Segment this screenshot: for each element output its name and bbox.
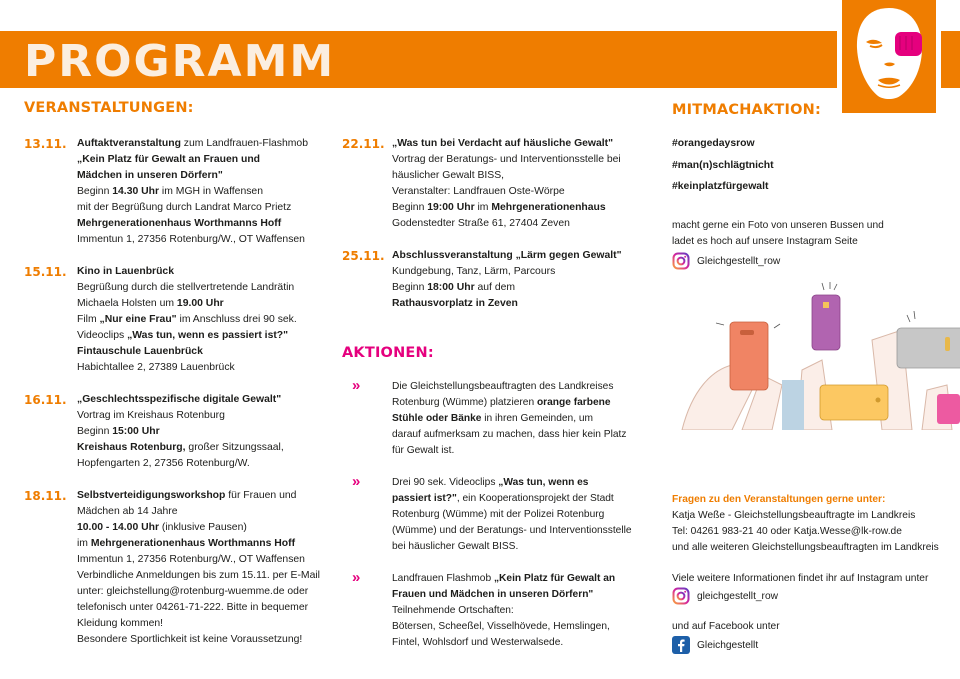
text: Vortrag im Kreishaus Rotenburg (77, 410, 225, 421)
text: für Frauen und (225, 490, 297, 501)
bold-text: Mehrgenerationenhaus (491, 202, 606, 213)
text-line (392, 443, 652, 459)
text-line (77, 296, 337, 312)
text: Fintel, Wohlsdorf und Westerwalsede. (392, 637, 564, 648)
kontakt-line-2: Tel: 04261 983-21 40 oder Katja.Wesse@lk-row.de (672, 526, 902, 537)
text: für Gewalt ist. (392, 445, 455, 456)
text-line (392, 168, 652, 184)
text-line (392, 296, 652, 312)
veranstaltungen-heading: VERANSTALTUNGEN: (24, 100, 194, 116)
text: Michaela Holsten um (77, 298, 177, 309)
text-line (77, 264, 337, 280)
kontakt-line-1: Katja Weße - Gleichstellungsbeauftragte im Landkreis (672, 510, 916, 521)
bold-text: Fintauschule Lauenbrück (77, 346, 203, 357)
text-line (77, 632, 337, 648)
text: Godenstedter Straße 61, 27404 Zeven (392, 218, 570, 229)
text: Film (77, 314, 100, 325)
text: bei häuslicher Gewalt BISS. (392, 541, 519, 552)
text: Immentun 1, 27356 Rotenburg/W., OT Waffensen (77, 234, 305, 245)
text-line (392, 216, 652, 232)
bold-text: „Geschlechtsspezifische digitale Gewalt" (77, 394, 282, 405)
double-chevron-icon: » (352, 569, 358, 586)
event-date: 18.11. (24, 489, 67, 503)
bold-text: „Kein Platz für Gewalt an Frauen und (77, 154, 261, 165)
text-line (77, 440, 337, 456)
text-line (77, 312, 337, 328)
text: im Anschluss drei 90 sek. (176, 314, 297, 325)
double-chevron-icon: » (352, 377, 358, 394)
text-line (392, 184, 652, 200)
text: Beginn (77, 426, 113, 437)
text-line (77, 552, 337, 568)
text-line (77, 136, 337, 152)
bold-text: „Was tun bei Verdacht auf häusliche Gewalt" (392, 138, 614, 149)
text-line (392, 136, 652, 152)
text-line (77, 488, 337, 504)
text: Rotenburg (Wümme) mit der Polizei Rotenburg (392, 509, 605, 520)
aktionen-heading: AKTIONEN: (342, 345, 434, 361)
text-line (392, 264, 652, 280)
text: Drei 90 sek. Videoclips (392, 477, 499, 488)
text-line (77, 328, 337, 344)
hashtag: #keinplatzfürgewalt (672, 181, 769, 192)
kontakt-heading: Fragen zu den Veranstaltungen gerne unter: (672, 494, 886, 505)
text-line (77, 568, 337, 584)
text-line (392, 427, 652, 443)
text: Vortrag der Beratungs- und Interventionsstelle bei (392, 154, 621, 165)
face-fist-icon (842, 0, 936, 113)
grey-phone (897, 328, 960, 368)
event-date: 15.11. (24, 265, 67, 279)
text-line (392, 491, 652, 507)
text: Die Gleichstellungsbeauftragten des Landkreises (392, 381, 614, 392)
text-line (77, 184, 337, 200)
hashtag: #orangedaysrow (672, 138, 755, 149)
text: Verbindliche Anmeldungen bis zum 15.11. per E-Mail (77, 570, 320, 581)
text-line (77, 152, 337, 168)
event-date: 16.11. (24, 393, 67, 407)
hashtag: #man(n)schlägtnicht (672, 160, 774, 171)
text: Besondere Sportlichkeit ist keine Voraussetzung! (77, 634, 303, 645)
text-line (77, 616, 337, 632)
instagram-icon (672, 587, 690, 605)
text-line (77, 424, 337, 440)
event-body (77, 488, 337, 648)
text: Mädchen ab 14 Jahre (77, 506, 178, 517)
bold-text: Selbstverteidigungsworkshop (77, 490, 226, 501)
text-line (392, 200, 652, 216)
event-date: 25.11. (342, 249, 385, 263)
mitmach-text-2: ladet es hoch auf unsere Instagram Seite (672, 236, 858, 247)
text-line (392, 395, 652, 411)
text-line (77, 216, 337, 232)
text: , ein Kooperationsprojekt der Stadt (456, 493, 614, 504)
campaign-logo (837, 0, 941, 113)
aktion-body (392, 571, 652, 651)
aktion-body (392, 379, 652, 459)
event-date: 22.11. (342, 137, 385, 151)
event-body (77, 136, 337, 248)
bold-text: „Kein Platz für Gewalt an (493, 573, 616, 584)
text: unter: gleichstellung@rotenburg-wuemme.de oder (77, 586, 309, 597)
text: Hopfengarten 2, 27356 Rotenburg/W. (77, 458, 250, 469)
bold-text: 19.00 Uhr (176, 298, 224, 309)
text: mit der Begrüßung durch Landrat Marco Prietz (77, 202, 292, 213)
text-line (77, 232, 337, 248)
text: im (474, 202, 492, 213)
text: häuslicher Gewalt BISS, (392, 170, 505, 181)
text-line (77, 168, 337, 184)
text: auf dem (474, 282, 516, 293)
bold-text: Frauen und Mädchen in unseren Dörfern" (392, 589, 594, 600)
aktion-body (392, 475, 652, 555)
text-line (392, 507, 652, 523)
text: Rotenburg (Wümme) platzieren (392, 397, 537, 408)
text-line (392, 571, 652, 587)
text-line (77, 344, 337, 360)
event-body (77, 392, 337, 472)
text: Begrüßung durch die stellvertretende Landrätin (77, 282, 295, 293)
facebook-icon (672, 636, 690, 654)
double-chevron-icon: » (352, 473, 358, 490)
event-body (392, 248, 652, 312)
bold-text: 14.30 Uhr (112, 186, 160, 197)
bold-text: Kino in Lauenbrück (77, 266, 174, 277)
facebook-intro: und auf Facebook unter (672, 621, 780, 632)
text: Bötersen, Scheeßel, Visselhövede, Hemslingen, (392, 621, 610, 632)
event-body (392, 136, 652, 232)
event-date: 13.11. (24, 137, 67, 151)
text: Immentun 1, 27356 Rotenburg/W., OT Waffensen (77, 554, 305, 565)
facebook-link[interactable] (672, 636, 758, 654)
instagram-handle[interactable]: Gleichgestellt_row (697, 255, 781, 267)
mitmachaktion-heading: MITMACHAKTION: (672, 102, 821, 118)
text-line (392, 152, 652, 168)
text-line (392, 523, 652, 539)
text-line (77, 200, 337, 216)
bold-text: Kreishaus Rotenburg, (77, 442, 186, 453)
bold-text: 10.00 - 14.00 Uhr (77, 522, 160, 533)
instagram-link-2[interactable] (672, 587, 778, 605)
text: Veranstalter: Landfrauen Oste-Wörpe (392, 186, 565, 197)
text-line (77, 536, 337, 552)
text-line (392, 539, 652, 555)
bold-text: „Was tun, wenn es (498, 477, 589, 488)
bold-text: orange farbene (536, 397, 611, 408)
text: im MGH in Waffensen (159, 186, 263, 197)
text: Landfrauen Flashmob (392, 573, 494, 584)
text-line (392, 411, 652, 427)
text-line (392, 379, 652, 395)
text: in ihren Gemeinden, um (481, 413, 594, 424)
bold-text: Abschlussveranstaltung „Lärm gegen Gewalt" (392, 250, 622, 261)
bold-text: 15:00 Uhr (112, 426, 160, 437)
text-line (392, 635, 652, 651)
bold-text: Mehrgenerationenhaus Worthmanns Hoff (90, 538, 296, 549)
text-line (392, 248, 652, 264)
bold-text: Stühle oder Bänke (392, 413, 482, 424)
instagram-link[interactable] (672, 252, 780, 270)
event-body (77, 264, 337, 376)
bold-text: „Nur eine Frau" (99, 314, 177, 325)
text: darauf aufmerksam zu machen, dass hier kein Platz (392, 429, 627, 440)
text-line (77, 280, 337, 296)
text: Kundgebung, Tanz, Lärm, Parcours (392, 266, 556, 277)
text-line (392, 619, 652, 635)
instagram-handle[interactable]: gleichgestellt_row (697, 590, 778, 602)
bold-text: passiert ist?" (392, 493, 457, 504)
kontakt-line-3: und alle weiteren Gleichstellungsbeauftragten im Landkreis (672, 542, 939, 553)
bold-text: Rathausvorplatz in Zeven (392, 298, 518, 309)
text-line (77, 520, 337, 536)
text-line (392, 475, 652, 491)
yellow-phone (820, 385, 888, 420)
instagram-intro: Viele weitere Informationen findet ihr auf Instagram unter (672, 573, 929, 584)
text-line (392, 603, 652, 619)
phones-illustration (672, 280, 960, 430)
bold-text: Mehrgenerationenhaus Worthmanns Hoff (77, 218, 282, 229)
bold-text: 18:00 Uhr (427, 282, 475, 293)
mitmach-text-1: macht gerne ein Foto von unseren Bussen und (672, 220, 884, 231)
facebook-name[interactable]: Gleichgestellt (697, 639, 759, 651)
text: Beginn (77, 186, 113, 197)
text: (Wümme) und der Beratungs- und Interventionsstelle (392, 525, 632, 536)
text: Kleidung kommen! (77, 618, 164, 629)
bold-text: „Was tun, wenn es passiert ist?" (127, 330, 289, 341)
text: Videoclips (77, 330, 128, 341)
text-line (77, 408, 337, 424)
bold-text: 19:00 Uhr (427, 202, 475, 213)
text-line (77, 504, 337, 520)
text-line (77, 584, 337, 600)
text: Habichtallee 2, 27389 Lauenbrück (77, 362, 235, 373)
instagram-icon (672, 252, 690, 270)
text-line (77, 360, 337, 376)
text-line (392, 280, 652, 296)
bold-text: Mädchen in unseren Dörfern" (77, 170, 223, 181)
text: Beginn (392, 282, 428, 293)
text-line (77, 392, 337, 408)
text-line (392, 587, 652, 603)
pink-phone (937, 394, 960, 424)
text: großer Sitzungssaal, (185, 442, 284, 453)
page-title: PROGRAMM (24, 36, 336, 87)
text: telefonisch unter 04261-71-222. Bitte in bequemer (77, 602, 309, 613)
text-line (77, 600, 337, 616)
text: Teilnehmende Ortschaften: (392, 605, 514, 616)
text: Beginn (392, 202, 428, 213)
text-line (77, 456, 337, 472)
text: im (77, 538, 91, 549)
text: (inklusive Pausen) (159, 522, 247, 533)
bold-text: Auftaktveranstaltung (77, 138, 181, 149)
text: zum Landfrauen-Flashmob (180, 138, 308, 149)
